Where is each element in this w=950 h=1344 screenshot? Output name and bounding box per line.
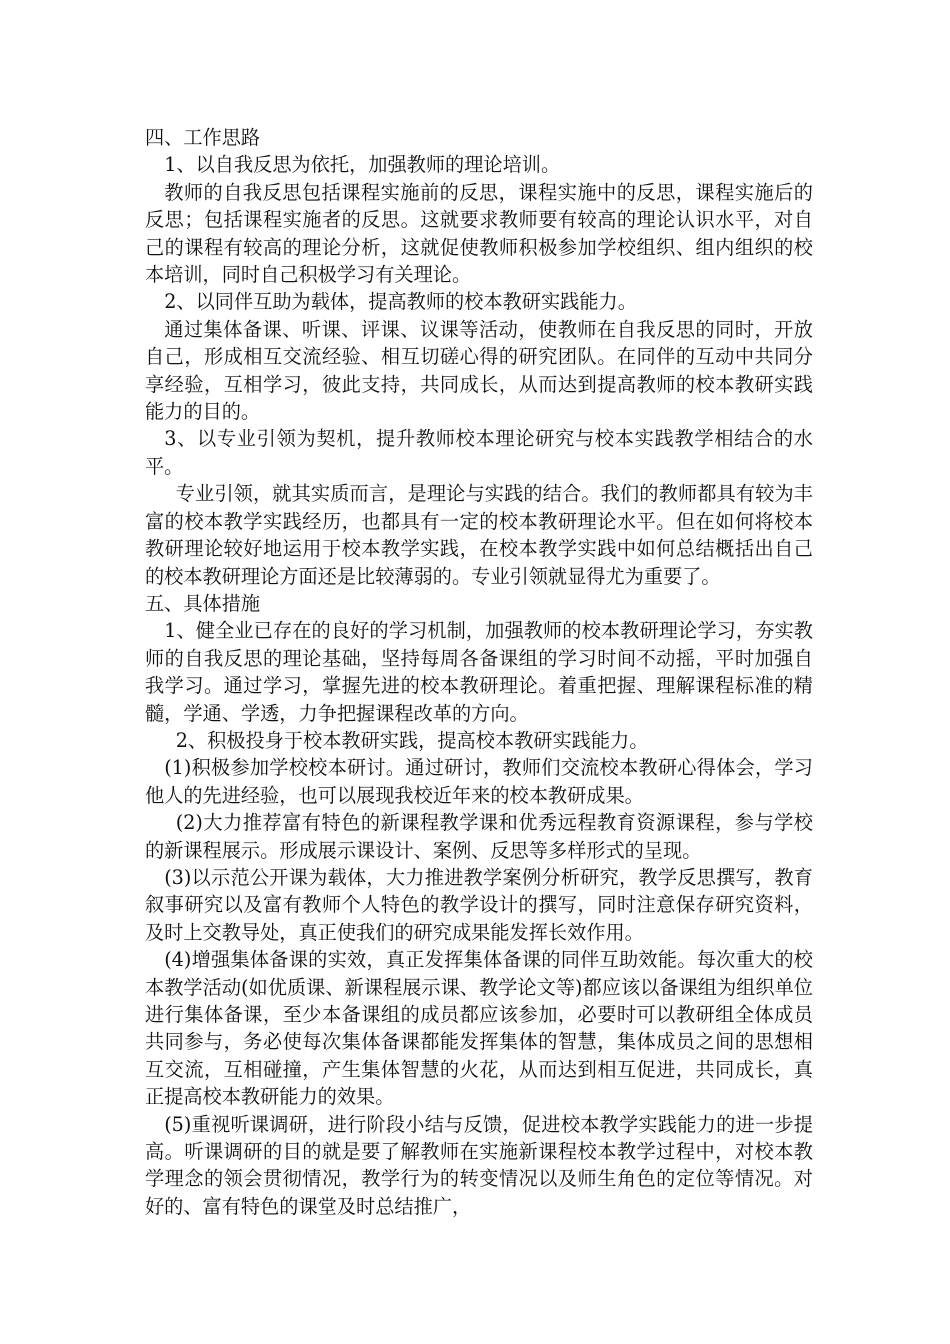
paragraph-measure-2-item-1: (1)积极参加学校校本研讨。通过研讨，教师们交流校本教研心得体会，学习他人的先进经验，也可以展现我校近年来的校本教研成果。 bbox=[145, 756, 813, 807]
paragraph-measure-1: 1、健全业已存在的良好的学习机制，加强教师的校本教研理论学习，夯实教师的自我反思的理论基础，坚持每周各备课组的学习时间不动摇，平时加强自我学习。通过学习，掌握先进的校本教研理论。着重把握、理解课程标准的精髓，学通、学透，力争把握课程改革的方向。 bbox=[145, 619, 813, 725]
subheading-self-reflection: 1、以自我反思为依托，加强教师的理论培训。 bbox=[164, 153, 561, 177]
section-heading-measures: 五、具体措施 bbox=[145, 591, 261, 615]
paragraph-measure-2: 2、积极投身于校本教研实践，提高校本教研实践能力。 bbox=[175, 728, 649, 752]
section-heading-work-ideas: 四、工作思路 bbox=[145, 126, 261, 149]
paragraph-measure-2-item-2: (2)大力推荐富有特色的新课程教学课和优秀远程教育资源课程，参与学校的新课程展示。形成展示课设计、案例、反思等多样形式的呈现。 bbox=[145, 811, 813, 862]
subheading-peer-assistance: 2、以同伴互助为载体，提高教师的校本教研实践能力。 bbox=[164, 290, 637, 314]
document-page bbox=[145, 124, 813, 1220]
paragraph-measure-2-item-3: (3)以示范公开课为载体，大力推进教学案例分析研究，教学反思撰写，教育叙事研究以及富有教师个人特色的教学设计的撰写，同时注意保存研究资料，及时上交教导处，真正使我们的研究成果能发挥长效作用。 bbox=[145, 865, 813, 944]
paragraph-self-reflection: 教师的自我反思包括课程实施前的反思，课程实施中的反思，课程实施后的反思；包括课程实施者的反思。这就要求教师要有较高的理论认识水平，对自己的课程有较高的理论分析，这就促使教师积极参加学校组织、组内组织的校本培训，同时自己积极学习有关理论。 bbox=[145, 180, 813, 287]
paragraph-peer-assistance: 通过集体备课、听课、评课、议课等活动，使教师在自我反思的同时，开放自己，形成相互交流经验、相互切磋心得的研究团队。在同伴的互动中共同分享经验，互相学习，彼此支持，共同成长，从而达到提高教师的校本教研实践能力的目的。 bbox=[145, 317, 813, 424]
paragraph-professional-guide: 专业引领，就其实质而言，是理论与实践的结合。我们的教师都具有较为丰富的校本教学实践经历，也都具有一定的校本教研理论水平。但在如何将校本教研理论较好地运用于校本教学实践，在校本教学实践中如何总结概括出自己的校本教研理论方面还是比较薄弱的。专业引领就显得尤为重要了。 bbox=[145, 482, 813, 588]
paragraph-measure-2-item-5: (5)重视听课调研，进行阶段小结与反馈，促进校本教学实践能力的进一步提高。听课调研的目的就是要了解教师在实施新课程校本教学过程中，对校本教学理念的领会贯彻情况，教学行为的转变情况以及师生角色的定位等情况。对好的、富有特色的课堂及时总结推广， bbox=[145, 1112, 813, 1218]
subheading-professional-guide: 3、以专业引领为契机，提升教师校本理论研究与校本实践教学相结合的水平。 bbox=[145, 427, 813, 478]
paragraph-measure-2-item-4: (4)增强集体备课的实效，真正发挥集体备课的同伴互助效能。每次重大的校本教学活动(如优质课、新课程展示课、教学论文等)都应该以备课组为组织单位进行集体备课，至少本备课组的成员都应该参加，必要时可以教研组全体成员共同参与，务必使每次集体备课都能发挥集体的智慧，集体成员之间的思想相互交流，互相碰撞，产生集体智慧的火花，从而达到相互促进，共同成长，真正提高校本教研能力的效果。 bbox=[145, 948, 813, 1109]
